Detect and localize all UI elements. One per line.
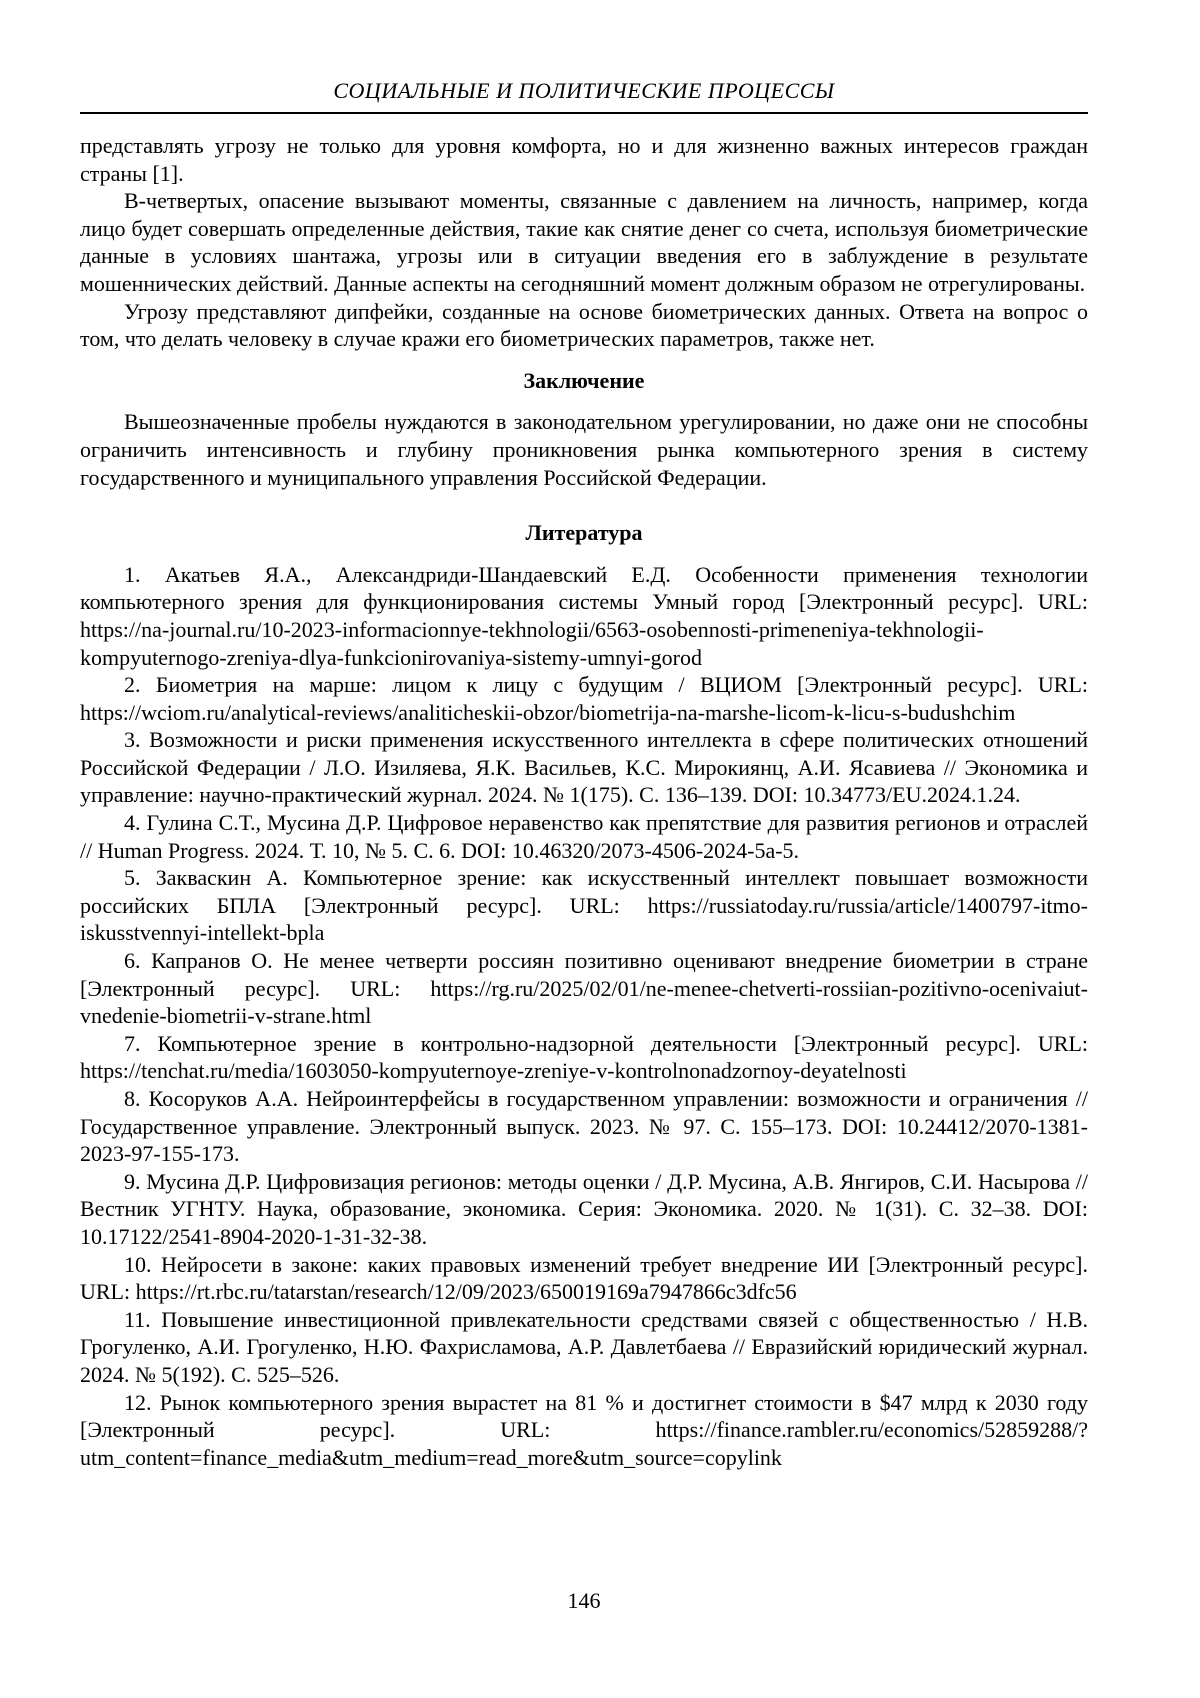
reference-item: 10. Нейросети в законе: каких правовых изменений требует внедрение ИИ [Электронный ресурс]. URL: https://rt.rbc.ru/tatarstan/research/12/09/2023/650019169a7947866c3dfc56 [80,1251,1088,1305]
reference-item: 11. Повышение инвестиционной привлекательности средствами связей с общественностью / Н.В. Грогуленко, А.И. Грогуленко, Н.Ю. Фахрисламова, А.Р. Давлетбаева // Евразийский юридический журнал. 2024. № 5(192). С. 525–526. [80,1306,1088,1387]
page-header [80,78,1088,114]
reference-item: 9. Мусина Д.Р. Цифровизация регионов: методы оценки / Д.Р. Мусина, А.В. Янгиров, С.И. Насырова // Вестник УГНТУ. Наука, образование, экономика. Серия: Экономика. 2020. № 1(31). С. 32–38. DOI: 10.17122/2541-8904-2020-1-31-32-38. [80,1168,1088,1249]
reference-item: 5. Закваскин А. Компьютерное зрение: как искусственный интеллект повышает возможности российских БПЛА [Электронный ресурс]. URL: https://russiatoday.ru/russia/article/1400797-itmo-iskusstvennyi-intellekt-bpla [80,865,1088,946]
running-header: СОЦИАЛЬНЫЕ И ПОЛИТИЧЕСКИЕ ПРОЦЕССЫ [333,78,835,103]
body-paragraph: В-четвертых, опасение вызывают моменты, связанные с давлением на личность, например, когда лицо будет совершать определенные действия, такие как снятие денег со счета, используя биометрические данные в условиях шантажа, угрозы или в ситуации введения его в заблуждение в результате мошеннических действий. Данные аспекты на сегодняшний момент должным образом не отрегулированы. [80,188,1088,296]
reference-item: 7. Компьютерное зрение в контрольно-надзорной деятельности [Электронный ресурс]. URL: https://tenchat.ru/media/1603050-kompyuternoye-zreniye-v-kontrolnonadzornoy-deyatelnosti [80,1030,1088,1084]
reference-item: 2. Биометрия на марше: лицом к лицу с будущим / ВЦИОМ [Электронный ресурс]. URL: https://wciom.ru/analytical-reviews/analiticheskii-obzor/biometrija-na-marshe-licom-k-licu-s-budushchim [80,672,1088,725]
section-heading-references: Литература [525,520,643,546]
section-heading-conclusion: Заключение [523,367,645,393]
reference-item: 1. Акатьев Я.А., Александриди-Шандаевский Е.Д. Особенности применения технологии компьютерного зрения для функционирования системы Умный город [Электронный ресурс]. URL: https://na-journal.ru/10-2023-informacionnye-tekhnologii/6563-osobennosti-primeneniya-tekhnologii-kompyuternogo-zreniya-dlya-funkcionirovaniya-sistemy-umnyi-gorod [80,561,1088,670]
reference-item: 6. Капранов О. Не менее четверти россиян позитивно оценивают внедрение биометрии в стране [Электронный ресурс]. URL: https://rg.ru/2025/02/01/ne-menee-chetverti-rossiian-pozitivno-ocenivaiut-vnedenie-biometrii-v-strane.html [80,948,1088,1029]
reference-item: 4. Гулина С.Т., Мусина Д.Р. Цифровое неравенство как препятствие для развития регионов и отраслей // Human Progress. 2024. Т. 10, № 5. С. 6. DOI: 10.46320/2073-4506-2024-5a-5. [80,810,1088,863]
reference-item: 12. Рынок компьютерного зрения вырастет на 81 % и достигнет стоимости в $47 млрд к 2030 году [Электронный ресурс]. URL: https://finance.rambler.ru/economics/52859288/?utm_content=finance_media&utm_medium=read_more&utm_source=copylink [80,1389,1088,1470]
conclusion-paragraph: Вышеозначенные пробелы нуждаются в законодательном урегулировании, но даже они не способны ограничить интенсивность и глубину проникновения рынка компьютерного зрения в систему государственного и муниципального управления Российской Федерации. [80,409,1088,490]
page-number: 146 [567,1588,601,1613]
reference-item: 8. Косоруков А.А. Нейроинтерфейсы в государственном управлении: возможности и ограничения // Государственное управление. Электронный выпуск. 2023. № 97. С. 155–173. DOI: 10.24412/2070-1381-2023-97-155-173. [80,1086,1088,1167]
header-rule [80,112,1088,114]
body-paragraph: Угрозу представляют дипфейки, созданные на основе биометрических данных. Ответа на вопрос о том, что делать человеку в случае кражи его биометрических параметров, также нет. [80,298,1088,352]
body-paragraph: представлять угрозу не только для уровня комфорта, но и для жизненно важных интересов граждан страны [1]. [80,133,1088,186]
document-body [80,132,1088,1471]
reference-item: 3. Возможности и риски применения искусственного интеллекта в сфере политических отношений Российской Федерации / Л.О. Изиляева, Я.К. Васильев, К.С. Мирокиянц, А.И. Ясавиева // Экономика и управление: научно-практический журнал. 2024. № 1(175). С. 136–139. DOI: 10.34773/EU.2024.1.24. [80,727,1088,808]
